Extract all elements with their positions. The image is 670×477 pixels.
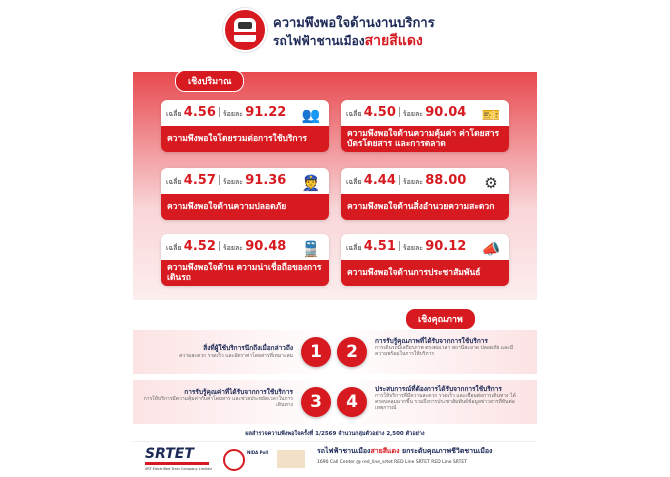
header [133,0,537,62]
pct-value: 90.48 [245,239,287,254]
number-badge-2: 2 [337,337,367,367]
pct-value: 91.36 [245,173,287,188]
card-label: ความพึงพอใจด้านสิ่งอำนวยความสะดวก [341,194,509,220]
avg-value: 4.56 [183,105,216,120]
card-label: ความพึงพอใจด้านความปลอดภัย [161,194,329,220]
qualitative-pill: เชิงคุณภาพ [405,308,476,330]
srtet-logo-bar [145,462,209,465]
stat-card-overall: เฉลี่ย 4.56 ร้อยละ 91.22 👥 ความพึงพอใจโดยรวมต่อการใช้บริการ [161,100,329,152]
stat-card-facility: เฉลี่ย 4.44 ร้อยละ 88.00 ⚙ ความพึงพอใจด้านสิ่งอำนวยความสะดวก [341,168,509,220]
security-guard-icon: 👮 [301,174,321,192]
pct-value: 88.00 [425,173,467,188]
footer [133,441,537,477]
quantitative-pill: เชิงปริมาณ [175,70,244,92]
avg-value: 4.57 [183,173,216,188]
avg-value: 4.50 [363,105,396,120]
survey-note: ผลสำรวจความพึงพอใจครั้งที่ 1/2569 จำนวนกลุ่มตัวอย่าง 2,500 ตัวอย่าง [245,431,425,437]
partner-emblem-icon [277,450,305,468]
avg-value: 4.51 [363,239,396,254]
srtet-subtitle: SRT Electrified Train Company Limited [145,467,212,471]
stat-card-pr: เฉลี่ย 4.51 ร้อยละ 90.12 📣 ความพึงพอใจด้านการประชาสัมพันธ์ [341,234,509,286]
qual-desc-4: การให้บริการที่มีความสะดวก รวดเร็ว และเชื่อมต่อการเดินทาง ได้ครอบคลุมมากขึ้น รวมถึงการประชาสัมพันธ์ข้อมูลข่าวสารที่ทันต่อเหตุการณ์ [375,393,516,411]
srtet-logo: SRTET [145,446,194,462]
number-badge-1: 1 [301,337,331,367]
avg-value: 4.44 [363,173,396,188]
card-label: ความพึงพอใจด้านการประชาสัมพันธ์ [341,260,509,286]
nida-poll-logo: NIDA Poll [247,450,269,455]
qual-desc-2: การเดินรถมีเสถียรภาพ ตรงต่อเวลา สถานีสะอาด ปลอดภัย และมีความพร้อมในการให้บริการ [375,345,514,357]
qual-desc-3: การให้บริการมีความคุ้มค่ากับค่าโดยสาร และช่วยประหยัดเวลาในการเดินทาง [143,396,293,408]
announcer-icon: 📣 [481,240,501,258]
card-label: ความพึงพอใจด้าน ความน่าเชื่อถือของการเดินรถ [161,260,329,286]
stat-card-reliability: เฉลี่ย 4.52 ร้อยละ 90.48 🚆 ความพึงพอใจด้าน ความน่าเชื่อถือของการเดินรถ [161,234,329,286]
qual-title-1: สิ่งที่ผู้ใช้บริการนึกถึงเมื่อกล่าวถึง [203,344,293,352]
people-icon: 👥 [301,106,321,124]
train-icon: 🚆 [301,240,321,258]
stat-card-safety: เฉลี่ย 4.57 ร้อยละ 91.36 👮 ความพึงพอใจด้านความปลอดภัย [161,168,329,220]
ticket-icon: 🎫 [481,106,501,124]
facility-icon: ⚙ [484,174,498,192]
train-logo-icon [223,8,267,52]
title-line-1: ความพึงพอใจด้านงานบริการ [273,16,435,31]
card-label: ความพึงพอใจด้านความคุ้มค่า ค่าโดยสาร บัตรโดยสาร และการตลาด [341,126,509,152]
number-badge-4: 4 [337,387,367,417]
qual-title-4: ประสบการณ์ที่ต้องการได้รับจากการใช้บริการ [375,385,502,393]
qual-title-2: การรับรู้คุณภาพที่ได้รับจากการใช้บริการ [375,337,488,345]
qual-desc-1: ความสะดวก รวดเร็ว และอัตราค่าโดยสารที่เหมาะสม [179,353,293,359]
card-label: ความพึงพอใจโดยรวมต่อการใช้บริการ [161,126,329,152]
pct-value: 91.22 [245,105,287,120]
pct-value: 90.04 [425,105,467,120]
footer-title: รถไฟฟ้าชานเมืองสายสีแดง ยกระดับคุณภาพชีวิตชานเมือง [317,447,493,455]
title-line-2: รถไฟฟ้าชานเมืองสายสีแดง [273,33,423,49]
avg-value: 4.52 [183,239,216,254]
infographic-poster [133,0,537,477]
footer-contacts: 1690 Call Center @ red_line_srtet RED Line SRTET RED Line SRTET [317,460,467,465]
number-badge-3: 3 [301,387,331,417]
stat-card-value: เฉลี่ย 4.50 ร้อยละ 90.04 🎫 ความพึงพอใจด้านความคุ้มค่า ค่าโดยสาร บัตรโดยสาร และการตลาด [341,100,509,152]
pct-value: 90.12 [425,239,467,254]
partner-logo-icon [223,449,245,471]
qual-title-3: การรับรู้คุณค่าที่ได้รับจากการใช้บริการ [184,388,293,396]
